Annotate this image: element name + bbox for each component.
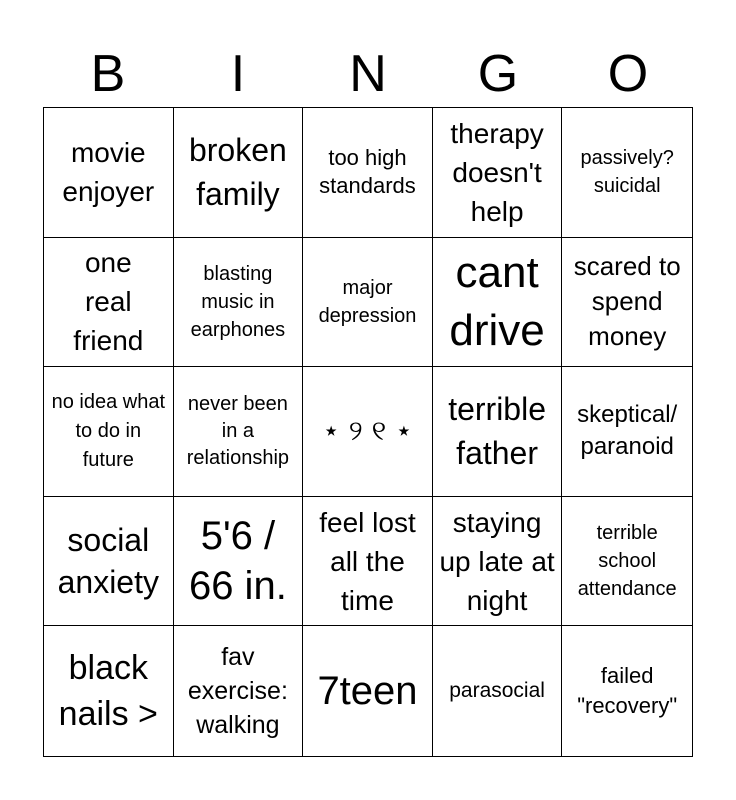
bingo-cell-r1c3[interactable] — [303, 108, 433, 238]
cell-label: too high standards — [319, 145, 416, 199]
cell-label: no idea what to do in future — [51, 390, 165, 471]
header-letter-o: O — [607, 45, 649, 103]
cell-label: blasting music in earphones — [190, 262, 286, 341]
cell-label: failed "recovery" — [577, 663, 678, 719]
cell-label: black nails > — [58, 649, 158, 734]
bingo-cell-r5c2[interactable] — [174, 626, 304, 756]
cell-label: 5'6 / 66 in. — [188, 514, 287, 609]
bingo-header — [43, 44, 693, 104]
header-letter-n: N — [349, 45, 387, 103]
cell-label: never been in a relationship — [186, 392, 290, 469]
cell-label: one real friend — [73, 247, 144, 357]
cell-label: passively? suicidal — [580, 147, 674, 198]
bingo-board — [43, 107, 693, 757]
bingo-cell-r3c5[interactable] — [562, 367, 692, 497]
bingo-cell-r3c2[interactable] — [174, 367, 304, 497]
bingo-cell-r2c2[interactable] — [174, 238, 304, 368]
cell-label: staying up late at night — [439, 506, 555, 616]
cell-label: feel lost all the time — [319, 506, 416, 616]
cell-label: cant drive — [449, 247, 545, 355]
bingo-cell-r2c3[interactable] — [303, 238, 433, 368]
bingo-cell-r1c5[interactable] — [562, 108, 692, 238]
cell-label: fav exercise: walking — [187, 643, 288, 740]
cell-label: parasocial — [449, 679, 545, 703]
header-letter-b: B — [90, 45, 126, 103]
bingo-cell-r1c2[interactable] — [174, 108, 304, 238]
bingo-cell-r4c1[interactable] — [44, 497, 174, 627]
bingo-cell-r2c4[interactable] — [433, 238, 563, 368]
cell-label: terrible father — [448, 391, 546, 472]
cell-label: terrible school attendance — [577, 522, 677, 601]
cell-label: ⋆ ୨ ୧ ⋆ — [322, 414, 413, 448]
bingo-cell-r3c1[interactable] — [44, 367, 174, 497]
cell-label: scared to spend money — [573, 251, 681, 352]
header-letter-i: I — [230, 45, 246, 103]
cell-label: therapy doesn't help — [450, 117, 544, 227]
bingo-cell-r5c4[interactable] — [433, 626, 563, 756]
cell-label: movie enjoyer — [62, 137, 155, 208]
cell-label: social anxiety — [57, 522, 159, 601]
bingo-cell-r5c1[interactable] — [44, 626, 174, 756]
bingo-cell-r4c5[interactable] — [562, 497, 692, 627]
bingo-cell-r2c5[interactable] — [562, 238, 692, 368]
cell-label: skeptical/ paranoid — [577, 401, 678, 461]
bingo-cell-r4c2[interactable] — [174, 497, 304, 627]
bingo-cell-r1c4[interactable] — [433, 108, 563, 238]
bingo-cell-r1c1[interactable] — [44, 108, 174, 238]
bingo-cell-r4c4[interactable] — [433, 497, 563, 627]
cell-label: broken family — [188, 132, 287, 213]
bingo-cell-r2c1[interactable] — [44, 238, 174, 368]
bingo-cell-r4c3[interactable] — [303, 497, 433, 627]
bingo-cell-r3c4[interactable] — [433, 367, 563, 497]
bingo-cell-r3c3[interactable] — [303, 367, 433, 497]
bingo-cell-r5c3[interactable] — [303, 626, 433, 756]
cell-label: 7teen — [317, 669, 418, 714]
bingo-cell-r5c5[interactable] — [562, 626, 692, 756]
cell-label: major depression — [318, 276, 417, 327]
header-letter-g: G — [477, 45, 519, 103]
